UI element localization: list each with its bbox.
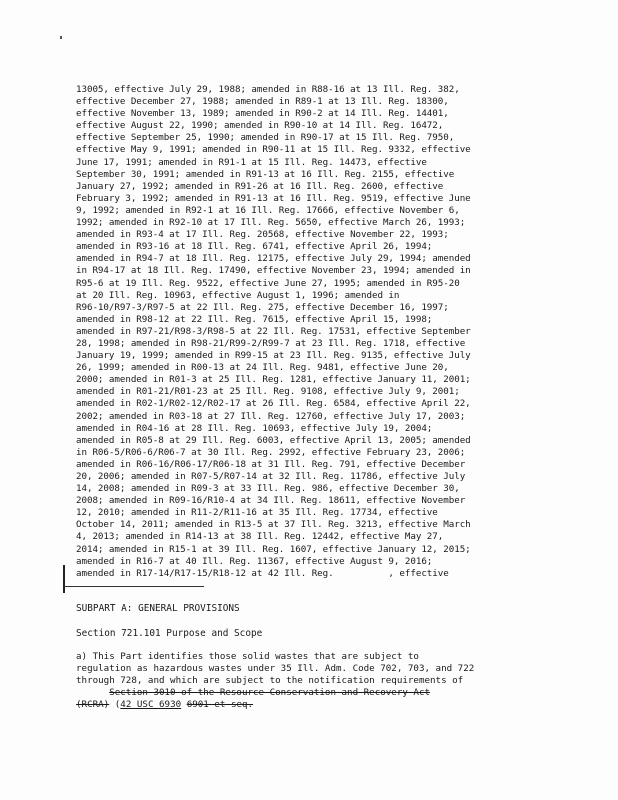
paragraph-line: through 728, and which are subject to the notification requirements of bbox=[76, 675, 464, 687]
history-line: amended in R04-16 at 28 Ill. Reg. 10693, effective July 19, 2004; bbox=[76, 422, 433, 434]
history-line: effective August 22, 1990; amended in R90-10 at 14 Ill. Reg. 16472, bbox=[76, 120, 444, 132]
history-line: amended in R06-16/R06-17/R06-18 at 31 Ill. Reg. 791, effective December bbox=[76, 458, 466, 470]
history-line: effective May 9, 1991; amended in R90-11 at 15 Ill. Reg. 9332, effective bbox=[76, 144, 471, 156]
history-line: in R06-5/R06-6/R06-7 at 30 Ill. Reg. 2992, effective February 23, 2006; bbox=[76, 446, 466, 458]
struck-text: (RCRA) bbox=[76, 699, 110, 711]
history-line: amended in R17-14/R17-15/R18-12 at 42 Ill. Reg. , effective bbox=[76, 567, 449, 579]
paragraph-line: regulation as hazardous wastes under 35 Ill. Adm. Code 702, 703, and 722 bbox=[76, 663, 475, 675]
history-line: 9, 1992; amended in R92-1 at 16 Ill. Reg. 17666, effective November 6, bbox=[76, 204, 460, 216]
history-line: amended in R94-7 at 18 Ill. Reg. 12175, effective July 29, 1994; amended bbox=[76, 253, 471, 265]
history-line: 26, 1999; amended in R00-13 at 24 Ill. Reg. 9481, effective June 20, bbox=[76, 362, 449, 374]
history-line: 2008; amended in R09-16/R10-4 at 34 Ill. Reg. 18611, effective November bbox=[76, 495, 466, 507]
section-heading: Section 721.101 Purpose and Scope bbox=[76, 628, 263, 639]
change-bar bbox=[63, 565, 65, 593]
inline-text: ( bbox=[109, 699, 121, 711]
history-line: 2002; amended in R03-18 at 27 Ill. Reg. 12760, effective July 17, 2003; bbox=[76, 410, 466, 422]
history-line: effective December 27, 1988; amended in R89-1 at 13 Ill. Reg. 18300, bbox=[76, 96, 449, 108]
history-line: June 17, 1991; amended in R91-1 at 15 Ill. Reg. 14473, effective bbox=[76, 156, 427, 168]
history-line: 4, 2013; amended in R14-13 at 38 Ill. Reg. 12442, effective May 27, bbox=[76, 531, 444, 543]
history-line: September 30, 1991; amended in R91-13 at 16 Ill. Reg. 2155, effective bbox=[76, 168, 455, 180]
history-line: R96-10/R97-3/R97-5 at 22 Ill. Reg. 275, effective December 16, 1997; bbox=[76, 301, 449, 313]
underlined-citation: 42 USC 6930 bbox=[120, 699, 182, 711]
history-line: October 14, 2011; amended in R13-5 at 37 Ill. Reg. 3213, effective March bbox=[76, 519, 471, 531]
history-line: amended in R02-1/R02-12/R02-17 at 26 Ill. Reg. 6584, effective April 22, bbox=[76, 398, 471, 410]
history-line: R95-6 at 19 Ill. Reg. 9522, effective June 27, 1995; amended in R95-20 bbox=[76, 277, 460, 289]
history-line: January 19, 1999; amended in R99-15 at 23 Ill. Reg. 9135, effective July bbox=[76, 350, 471, 362]
paragraph-last-line-2 bbox=[76, 699, 556, 711]
history-line: amended in R05-8 at 29 Ill. Reg. 6003, effective April 13, 2005; amended bbox=[76, 434, 471, 446]
stray-mark bbox=[60, 36, 62, 39]
history-line: 2000; amended in R01-3 at 25 Ill. Reg. 1281, effective January 11, 2001; bbox=[76, 374, 471, 386]
paragraph-a bbox=[76, 651, 556, 711]
history-line: amended in R93-4 at 17 Ill. Reg. 20568, effective November 22, 1993; bbox=[76, 229, 449, 241]
history-line: amended in R16-7 at 40 Ill. Reg. 11367, effective August 9, 2016; bbox=[76, 555, 433, 567]
history-line: 2014; amended in R15-1 at 39 Ill. Reg. 1607, effective January 12, 2015; bbox=[76, 543, 471, 555]
paragraph-line: a) This Part identifies those solid wastes that are subject to bbox=[76, 651, 419, 662]
history-note bbox=[76, 84, 556, 580]
subpart-title: SUBPART A: GENERAL PROVISIONS bbox=[76, 603, 240, 614]
history-line: effective September 25, 1990; amended in R90-17 at 15 Ill. Reg. 7950, bbox=[76, 132, 455, 144]
indent bbox=[76, 687, 109, 698]
history-line: amended in R01-21/R01-23 at 25 Ill. Reg. 9108, effective July 9, 2001; bbox=[76, 386, 460, 398]
paragraph-last-line bbox=[76, 687, 556, 699]
history-line: amended in R97-21/R98-3/R98-5 at 22 Ill. Reg. 17531, effective September bbox=[76, 325, 471, 337]
history-line: 14, 2008; amended in R09-3 at 33 Ill. Reg. 986, effective December 30, bbox=[76, 483, 460, 495]
separator-line bbox=[64, 586, 204, 587]
history-line: 13005, effective July 29, 1988; amended in R88-16 at 13 Ill. Reg. 382, bbox=[76, 84, 460, 95]
struck-text: 6901 et seq. bbox=[186, 699, 254, 711]
history-line: 1992; amended in R92-10 at 17 Ill. Reg. 5650, effective March 26, 1993; bbox=[76, 217, 466, 229]
history-line: 20, 2006; amended in R07-5/R07-14 at 32 Ill. Reg. 11786, effective July bbox=[76, 471, 466, 482]
history-line: 28, 1998; amended in R98-21/R99-2/R99-7 at 23 Ill. Reg. 1718, effective bbox=[76, 337, 466, 349]
history-line: effective November 13, 1989; amended in R90-2 at 14 Ill. Reg. 14401, bbox=[76, 108, 449, 120]
history-line: January 27, 1992; amended in R91-26 at 16 Ill. Reg. 2600, effective bbox=[76, 180, 444, 192]
history-line: in R94-17 at 18 Ill. Reg. 17490, effective November 23, 1994; amended in bbox=[76, 265, 471, 277]
history-line: February 3, 1992; amended in R91-13 at 16 Ill. Reg. 9519, effective June bbox=[76, 192, 471, 204]
history-line: amended in R93-16 at 18 Ill. Reg. 6741, effective April 26, 1994; bbox=[76, 241, 433, 253]
history-line: amended in R98-12 at 22 Ill. Reg. 7615, effective April 15, 1998; bbox=[76, 313, 433, 325]
struck-text: Section 3010 of the Resource Conservation and Recovery Act bbox=[109, 687, 431, 699]
history-line: 12, 2010; amended in R11-2/R11-16 at 35 Ill. Reg. 17734, effective bbox=[76, 507, 438, 519]
history-line: at 20 Ill. Reg. 10963, effective August 1, 1996; amended in bbox=[76, 289, 400, 301]
